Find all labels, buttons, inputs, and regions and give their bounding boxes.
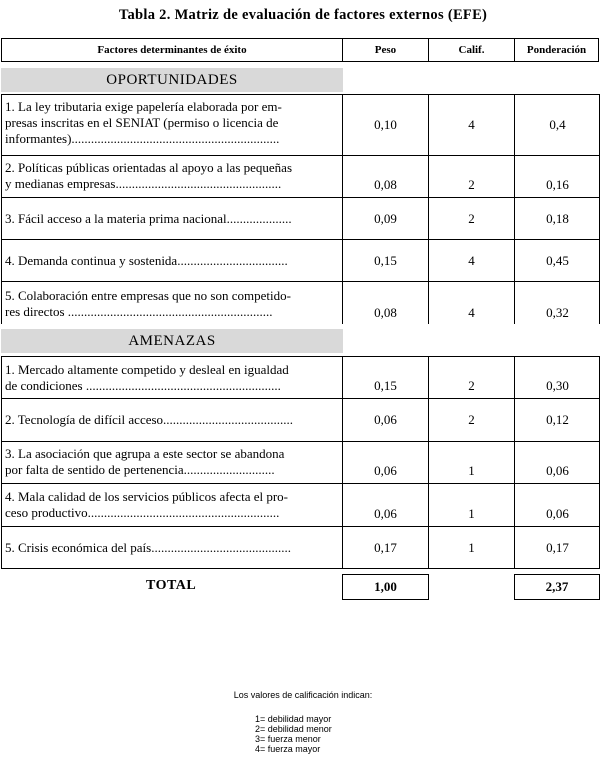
- peso-value: 0,17: [374, 540, 397, 555]
- factor-text: 5. Colaboración entre empresas que no son competido- res directos ...............................................................: [5, 288, 291, 319]
- pond-value: 0,18: [546, 211, 569, 226]
- pond-value: 0,32: [546, 305, 569, 320]
- legend-item: 3= fuerza menor: [255, 734, 321, 744]
- notes-intro: Los valores de calificación indican:: [233, 690, 373, 700]
- peso-value: 0,15: [374, 378, 397, 393]
- calificacion-legend: [255, 714, 332, 754]
- calif-value: 2: [468, 412, 475, 427]
- calif-value: 2: [468, 211, 475, 226]
- header-ponderacion: Ponderación: [514, 38, 599, 62]
- peso-value: 0,06: [374, 463, 397, 478]
- factor-text: 3. La asociación que agrupa a este sector se abandona por falta de sentido de pertenencia............................: [5, 446, 285, 477]
- factor-text: 2. Tecnología de difícil acceso........................................: [5, 412, 294, 427]
- factor-text: 1. La ley tributaria exige papelería elaborada por em- presas inscritas en el SENIAT (permiso o licencia de informantes)................................................................: [5, 99, 282, 146]
- peso-value: 0,06: [374, 412, 397, 427]
- table-title: Tabla 2. Matriz de evaluación de factores externos (EFE): [118, 7, 488, 23]
- calif-value: 2: [468, 177, 475, 192]
- peso-value: 0,06: [374, 506, 397, 521]
- peso-value: 0,08: [374, 177, 397, 192]
- legend-item: 4= fuerza mayor: [255, 744, 321, 754]
- calif-value: 1: [468, 540, 475, 555]
- pond-value: 0,16: [546, 177, 569, 192]
- legend-item: 2= debilidad menor: [255, 724, 332, 734]
- legend-item: 1= debilidad mayor: [255, 714, 332, 724]
- factor-text: 4. Mala calidad de los servicios públicos afecta el pro- ceso productivo...........................................................: [5, 489, 289, 520]
- factor-text: 2. Políticas públicas orientadas al apoyo a las pequeñas y medianas empresas...................................................: [5, 160, 293, 191]
- section-oportunidades: OPORTUNIDADES: [1, 68, 343, 92]
- factor-text: 5. Crisis económica del país...........................................: [5, 540, 291, 555]
- header-factor: Factores determinantes de éxito: [1, 38, 343, 62]
- peso-value: 0,09: [374, 211, 397, 226]
- pond-value: 0,12: [546, 412, 569, 427]
- total-ponderacion: 2,37: [514, 574, 600, 600]
- pond-value: 0,06: [546, 463, 569, 478]
- calif-value: 1: [468, 506, 475, 521]
- factor-text: 4. Demanda continua y sostenida..................................: [5, 253, 288, 268]
- header-peso: Peso: [342, 38, 429, 62]
- total-peso: 1,00: [342, 574, 429, 600]
- section-amenazas: AMENAZAS: [1, 329, 343, 353]
- factor-text: 1. Mercado altamente competido y desleal en igualdad de condiciones ............................................................: [5, 362, 289, 393]
- header-calif: Calif.: [428, 38, 515, 62]
- calif-value: 2: [468, 378, 475, 393]
- factor-text: 3. Fácil acceso a la materia prima nacional....................: [5, 211, 292, 226]
- pond-value: 0,45: [546, 253, 569, 268]
- peso-value: 0,15: [374, 253, 397, 268]
- total-label: TOTAL: [146, 578, 197, 593]
- peso-value: 0,10: [374, 117, 397, 132]
- peso-value: 0,08: [374, 305, 397, 320]
- pond-value: 0,4: [549, 117, 566, 132]
- calif-value: 4: [468, 305, 475, 320]
- pond-value: 0,30: [546, 378, 569, 393]
- pond-value: 0,06: [546, 506, 569, 521]
- calif-value: 4: [468, 253, 475, 268]
- calif-value: 1: [468, 463, 475, 478]
- pond-value: 0,17: [546, 540, 569, 555]
- calif-value: 4: [468, 117, 475, 132]
